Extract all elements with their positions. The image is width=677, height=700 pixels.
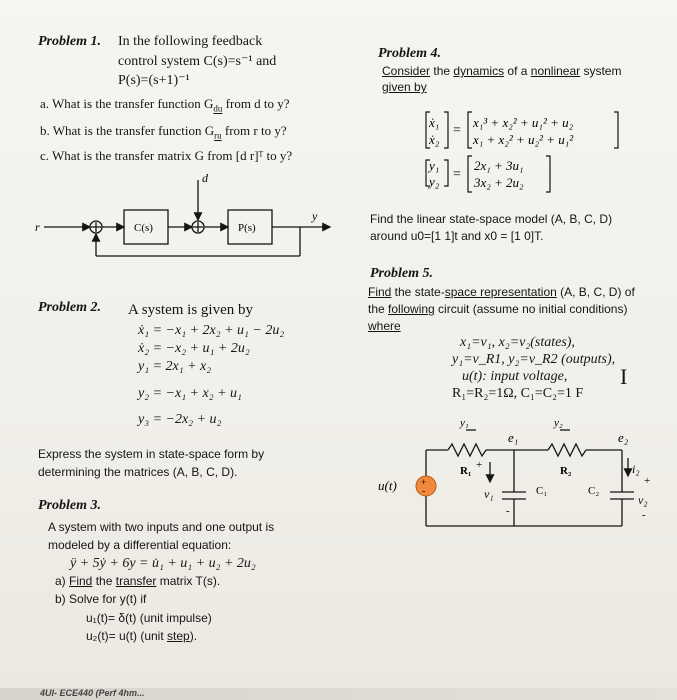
problem-5-title: Problem 5.: [370, 266, 433, 281]
problem-2-intro: A system is given by: [128, 302, 254, 318]
problem-1-intro-line2: control system C(s)=s⁻¹ and: [118, 54, 277, 69]
circuit-label-u: u(t): [378, 478, 397, 493]
svg-text:=: =: [453, 123, 461, 138]
diagram-label-y: y: [312, 209, 318, 223]
problem-4-line2: given by: [382, 80, 427, 94]
feedback-block-diagram: [30, 160, 340, 260]
problem-4-find-line1: Find the linear state-space model (A, B, C, D): [370, 212, 613, 226]
problem-1-question-c: c. What is the transfer matrix G from [d r]ᵀ to y?: [40, 148, 293, 163]
circuit-label-e2: e₂: [618, 430, 629, 445]
page-footer-strip: [0, 688, 677, 700]
y1-label: y₁: [429, 158, 440, 173]
problem-3-line1: A system with two inputs and one output is: [48, 520, 275, 534]
problem-1-title: Problem 1.: [38, 34, 101, 49]
svg-text:-: -: [422, 486, 426, 497]
svg-text:-: -: [642, 509, 646, 521]
circuit-label-r2: R₂: [560, 465, 572, 477]
circuit-label-v2: v₂: [638, 493, 648, 507]
problem-2-express-line1: Express the system in state-space form by: [38, 447, 265, 461]
problem-3-part-b: b) Solve for y(t) if: [55, 592, 147, 606]
problem-3-part-a: a) Find the transfer matrix T(s).: [55, 574, 221, 588]
resistor-r1: [448, 444, 486, 456]
problem-2-express-line2: determining the matrices (A, B, C, D).: [38, 465, 238, 479]
rc-circuit-diagram: [360, 418, 660, 548]
problem-2-title: Problem 2.: [38, 300, 101, 315]
nonlinear-system-equations: [420, 108, 640, 198]
problem-3-u2-condition: u₂(t)= u(t) (unit step).: [86, 629, 198, 643]
problem-2-equation-3: y₁ = 2x₁ + x₂: [138, 359, 212, 374]
controller-label: C(s): [134, 222, 153, 234]
xdot1-label: ẋ₁: [429, 115, 440, 130]
svg-text:+: +: [476, 459, 483, 471]
output-eq-row2: 3x₂ + 2u₂: [474, 175, 524, 190]
circuit-label-e1: e₁: [508, 430, 519, 445]
problem-5-definition-2: y₁=v_R1, y₂=v_R2 (outputs),: [452, 352, 616, 367]
circuit-label-v1: v₁: [484, 487, 494, 501]
state-eq-row1: x₁³ + x₂² + u₁² + u₂: [473, 115, 574, 130]
problem-1-intro-line1: In the following feedback: [118, 34, 263, 49]
problem-3-line2: modeled by a differential equation:: [48, 538, 232, 552]
problem-2-equation-1: ẋ₁ = −x₁ + 2x₂ + u₁ − 2u₂: [138, 323, 285, 338]
svg-text:=: =: [453, 167, 461, 182]
output-eq-row1: 2x₁ + 3u₁: [474, 158, 524, 173]
problem-1-question-b: b. What is the transfer function $G_{ru}$ from r to y?: [40, 123, 287, 141]
svg-text:+: +: [644, 475, 651, 487]
problem-1-question-a: a. What is the transfer function $G_{du}$ from d to y?: [40, 96, 290, 114]
resistor-r2: [548, 444, 586, 456]
problem-5-definition-3: u(t): input voltage,: [462, 369, 568, 384]
problem-4-title: Problem 4.: [378, 46, 441, 61]
problem-2-equation-2: ẋ₂ = −x₂ + u₁ + 2u₂: [138, 341, 250, 356]
problem-5-definition-4: R₁=R₂=1Ω, C₁=C₂=1 F: [452, 386, 584, 401]
diagram-label-r: r: [35, 220, 40, 234]
problem-1-intro-line3: P(s)=(s+1)⁻¹: [118, 73, 190, 88]
circuit-label-c1: C₁: [536, 485, 548, 497]
problem-5-line1: Find the state-space representation (A, B, C, D) of: [368, 285, 635, 299]
svg-text:+: +: [421, 477, 427, 487]
problem-5-line3: where: [368, 319, 401, 333]
problem-4-line1: Consider the dynamics of a nonlinear system: [382, 64, 622, 78]
problem-5-line2: the following circuit (assume no initial conditions): [368, 302, 628, 316]
state-eq-row2: x₁ + x₂² + u₂² + u₁²: [473, 132, 574, 147]
circuit-label-y2: y₂: [554, 418, 563, 429]
diagram-label-d: d: [202, 171, 208, 185]
circuit-label-c2: C₂: [588, 485, 600, 497]
y2-label: y₂: [429, 174, 440, 189]
circuit-label-i2: i₂: [632, 462, 640, 476]
problem-2-equation-4: y₂ = −x₁ + x₂ + u₁: [138, 386, 242, 401]
svg-text:-: -: [506, 505, 510, 517]
circuit-label-r1: R₁: [460, 465, 472, 477]
problem-3-title: Problem 3.: [38, 498, 101, 513]
problem-3-u1-condition: u₁(t)= δ(t) (unit impulse): [86, 611, 212, 625]
circuit-label-y1: y₁: [460, 418, 469, 429]
xdot2-label: ẋ₂: [429, 132, 440, 147]
problem-4-find-line2: around u0=[1 1]t and x0 = [1 0]T.: [370, 229, 544, 243]
problem-2-equation-5: y₃ = −2x₂ + u₂: [138, 412, 222, 427]
text-cursor-icon: I: [620, 364, 628, 389]
plant-label: P(s): [238, 222, 256, 234]
problem-3-equation: ÿ + 5ẏ + 6y = u̇₁ + u₁ + u₂ + 2u₂: [70, 556, 256, 571]
footer-text: 4Ul- ECE440 (Perf 4hm...: [40, 688, 145, 698]
problem-5-definition-1: x₁=v₁, x₂=v₂(states),: [460, 335, 575, 350]
